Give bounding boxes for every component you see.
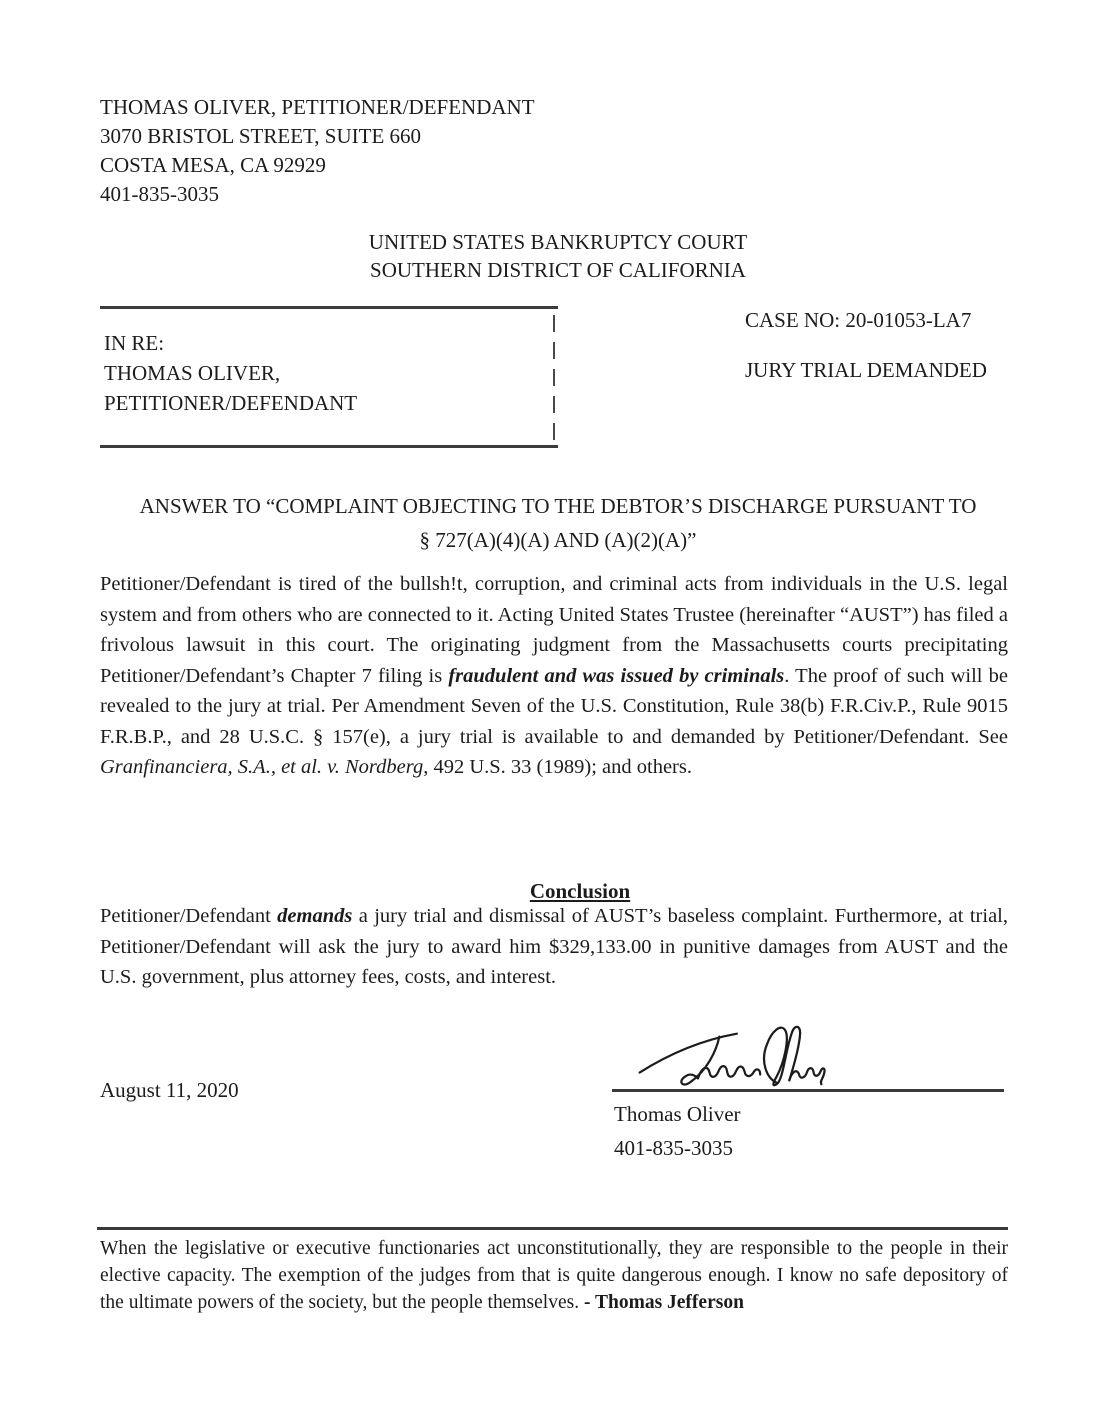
signer-phone: 401-835-3035 <box>614 1136 733 1160</box>
footer-rule <box>97 1227 1008 1230</box>
court-name-line1: UNITED STATES BANKRUPTCY COURT <box>368 230 748 254</box>
document-date: August 11, 2020 <box>100 1078 239 1102</box>
body-text-2: . The proof of such will be revealed to the jury at trial. Per Amendment Seven of the U.S. Constitution, Rule 38(b) F.R.Civ.P., Rule 9015 F.R.B.P., and 28 U.S.C. § 157(e), a jury trial is available to and demanded by Petitioner/Defendant. See <box>100 664 1008 748</box>
document-title-line2: § 727(A)(4)(A) AND (A)(2)(A)” <box>419 528 697 552</box>
caption-divider-dashed-line <box>553 315 555 441</box>
footer-quote-attribution: - Thomas Jefferson <box>583 1292 744 1313</box>
conclusion-heading: Conclusion <box>529 879 631 903</box>
caption-in-re: IN RE: <box>104 331 165 355</box>
signer-name: Thomas Oliver <box>614 1102 741 1126</box>
caption-top-rule <box>100 306 558 309</box>
caption-party-role: PETITIONER/DEFENDANT <box>104 391 358 415</box>
jury-trial-demand: JURY TRIAL DEMANDED <box>745 358 987 382</box>
conclusion-paragraph <box>100 901 1008 993</box>
filer-phone-line: 401-835-3035 <box>100 182 219 206</box>
filer-address-block <box>100 93 535 209</box>
conclusion-text-2: a jury trial and dismissal of AUST’s baseless complaint. Furthermore, at trial, Petitioner/Defendant will ask the jury to award him $329,133.00 in punitive damages from AUST and the U.S. government, plus attorney fees, costs, and interest. <box>100 905 1008 988</box>
body-text-1: Petitioner/Defendant is tired of the bullsh!t, corruption, and criminal acts from individuals in the U.S. legal system and from others who are connected to it. Acting United States Trustee (hereinafter “AUST”) has filed a frivolous lawsuit in this court. The originating judgment from the Massachusetts courts precipitating Petitioner/Defendant’s Chapter 7 filing is <box>100 573 1008 687</box>
case-citation-italic: Granfinanciera, S.A., et al. v. Nordberg <box>100 756 424 778</box>
document-title <box>104 489 1012 557</box>
court-name-block <box>104 228 1012 284</box>
case-caption <box>100 306 1008 448</box>
document-title-line1: ANSWER TO “COMPLAINT OBJECTING TO THE DEBTOR’S DISCHARGE PURSUANT TO <box>139 494 977 518</box>
case-number: CASE NO: 20-01053-LA7 <box>745 308 972 332</box>
filer-city-line: COSTA MESA, CA 92929 <box>100 153 326 177</box>
conclusion-text-1: Petitioner/Defendant <box>100 905 278 927</box>
conclusion-emphasis-demands: demands <box>277 905 353 927</box>
body-emphasis-fraudulent: fraudulent and was issued by criminals <box>448 664 785 687</box>
footer-quote-text: When the legislative or executive functionaries act unconstitutionally, they are responsible to the people in their elective capacity. The exemption of the judges from that is quite dangerous enough. I know no safe depository of the ultimate powers of the society, but the people themselves. <box>100 1238 1008 1313</box>
body-paragraph <box>100 569 1008 783</box>
caption-party-block <box>104 328 357 418</box>
caption-bottom-rule <box>100 445 558 448</box>
body-text-3: , 492 U.S. 33 (1989); and others. <box>423 756 692 778</box>
signature-line <box>612 1089 1004 1092</box>
caption-party-name: THOMAS OLIVER, <box>104 361 281 385</box>
filer-street-line: 3070 BRISTOL STREET, SUITE 660 <box>100 124 422 148</box>
footer-quote <box>100 1235 1008 1316</box>
handwritten-signature-image <box>633 1022 829 1092</box>
court-name-line2: SOUTHERN DISTRICT OF CALIFORNIA <box>370 258 746 282</box>
filer-name-line: THOMAS OLIVER, PETITIONER/DEFENDANT <box>100 95 535 119</box>
